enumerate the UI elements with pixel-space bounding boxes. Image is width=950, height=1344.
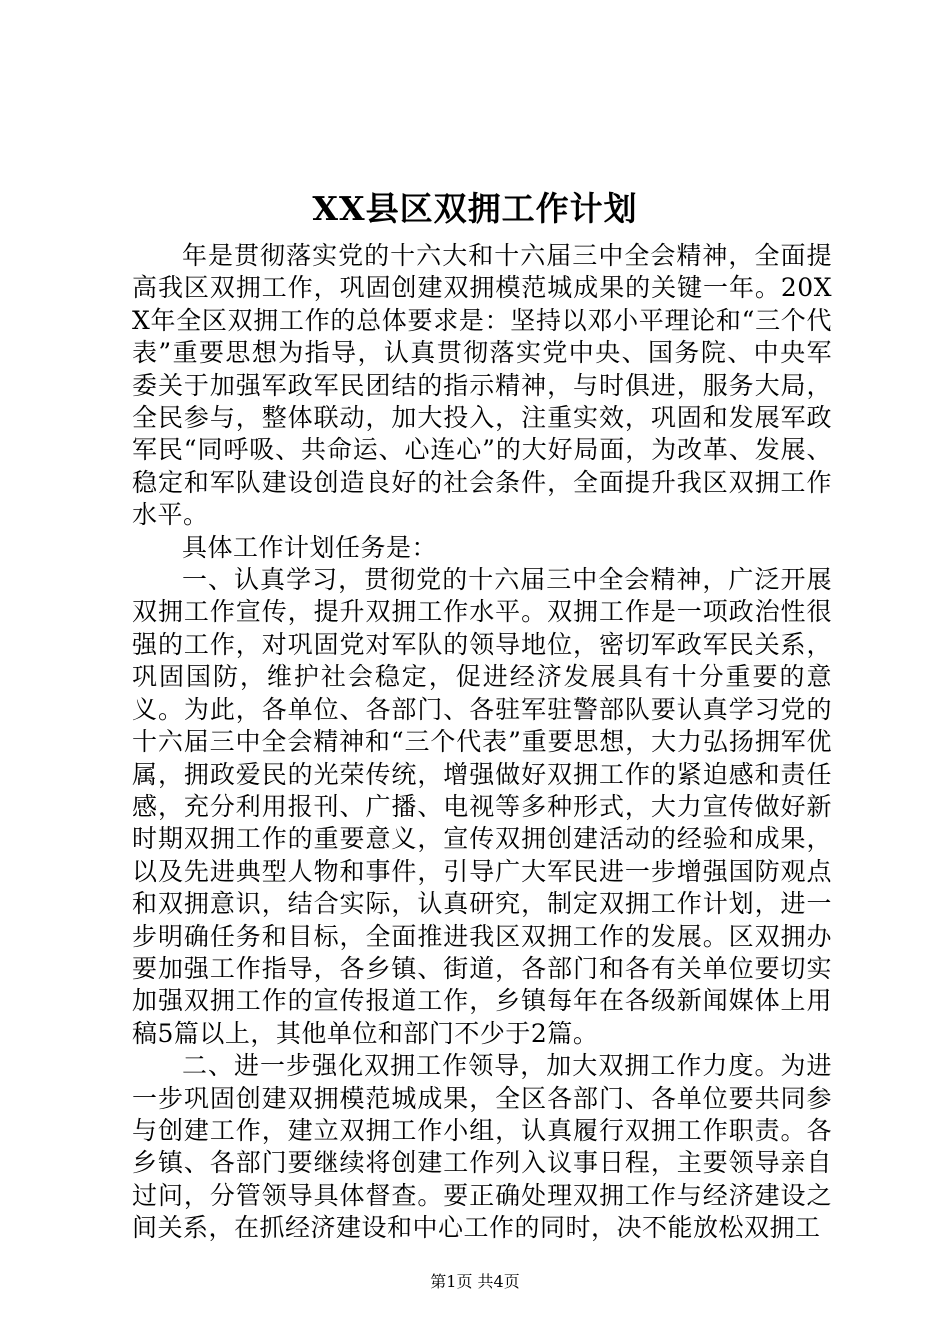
- paragraph-task-one: 一、认真学习，贯彻党的十六届三中全会精神，广泛开展双拥工作宣传，提升双拥工作水平。双拥工作是一项政治性很强的工作，对巩固党对军队的领导地位，密切军政军民关系，巩固国防，维护社会稳定，促进经济发展具有十分重要的意义。为此，各单位、各部门、各驻军驻警部队要认真学习党的十六届三中全会精神和“三个代表”重要思想，大力弘扬拥军优属，拥政爱民的光荣传统，增强做好双拥工作的紧迫感和责任感，充分利用报刊、广播、电视等多种形式，大力宣传做好新时期双拥工作的重要意义，宣传双拥创建活动的经验和成果，以及先进典型人物和事件，引导广大军民进一步增强国防观点和双拥意识，结合实际，认真研究，制定双拥工作计划，进一步明确任务和目标，全面推进我区双拥工作的发展。区双拥办要加强工作指导，各乡镇、街道，各部门和各有关单位要切实加强双拥工作的宣传报道工作，乡镇每年在各级新闻媒体上用稿5篇以上，其他单位和部门不少于2篇。: [132, 565, 832, 1048]
- paragraph-intro: 年是贯彻落实党的十六大和十六届三中全会精神，全面提高我区双拥工作，巩固创建双拥模范城成果的关键一年。20XX年全区双拥工作的总体要求是：坚持以邓小平理论和“三个代表”重要思想为指导，认真贯彻落实党中央、国务院、中央军委关于加强军政军民团结的指示精神，与时俱进，服务大局，全民参与，整体联动，加大投入，注重实效，巩固和发展军政军民“同呼吸、共命运、心连心”的大好局面，为改革、发展、稳定和军队建设创造良好的社会条件，全面提升我区双拥工作水平。: [132, 241, 832, 530]
- paragraph-task-two: 二、进一步强化双拥工作领导，加大双拥工作力度。为进一步巩固创建双拥模范城成果，全区各部门、各单位要共同参与创建工作，建立双拥工作小组，认真履行双拥工作职责。各乡镇、各部门要继续将创建工作列入议事日程，主要领导亲自过问，分管领导具体督查。要正确处理双拥工作与经济建设之间关系，在抓经济建设和中心工作的同时，决不能放松双拥工: [132, 1051, 832, 1243]
- document-title: XX县区双拥工作计划: [312, 189, 638, 228]
- document-body: [132, 240, 832, 1245]
- page-footer: 第1页 共4页: [430, 1272, 520, 1291]
- paragraph-tasks-heading: 具体工作计划任务是：: [182, 532, 438, 562]
